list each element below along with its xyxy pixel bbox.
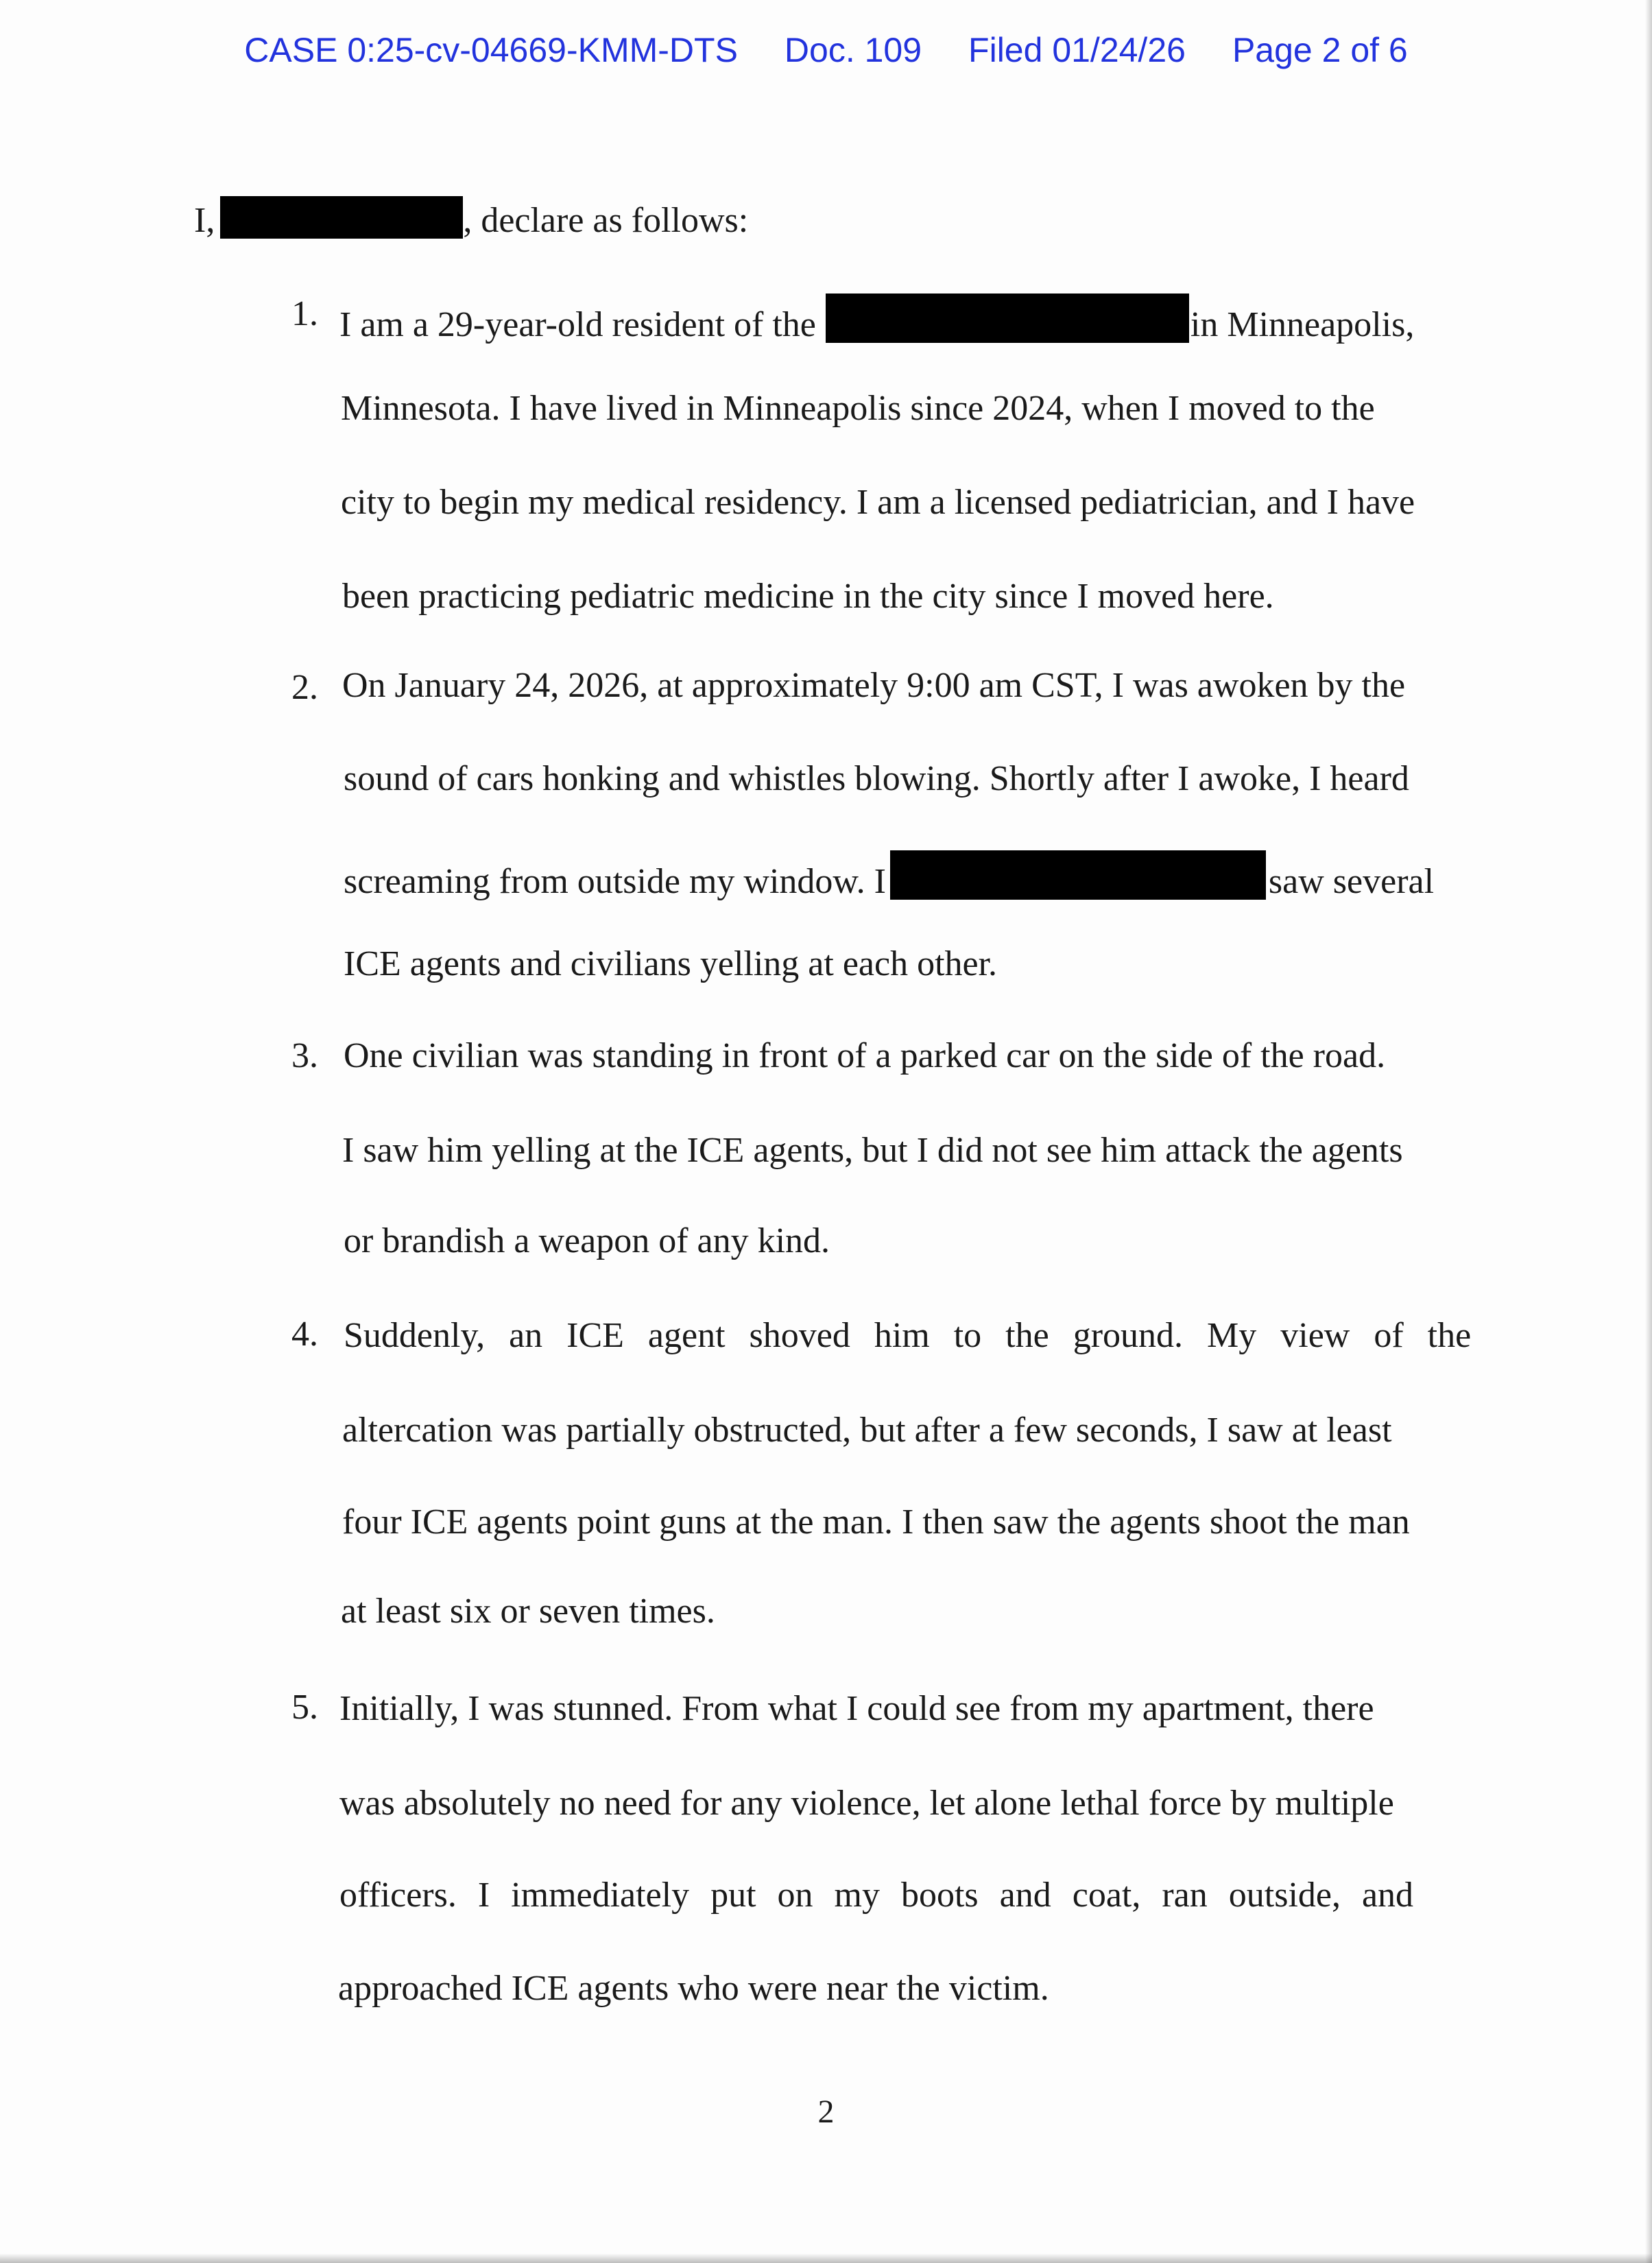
filed-date: Filed 01/24/26 [968,31,1186,69]
line-text: approached ICE agents who were near the victim. [338,1969,1049,2008]
line-text: ICE agents and civilians yelling at each other. [344,944,998,983]
paragraph-line [344,850,1434,902]
declaration-intro [194,196,748,241]
line-text: screaming from outside my window. I [344,862,886,901]
paragraph-line [342,576,1274,616]
page-indicator: Page 2 of 6 [1232,31,1408,69]
paragraph-line [341,482,1415,523]
paragraph-number: 3. [291,1036,318,1075]
line-text: sound of cars honking and whistles blowing. Shortly after I awoke, I heard [344,759,1409,798]
line-text: been practicing pediatric medicine in the city since I moved here. [342,577,1274,616]
paragraph-line [339,294,1414,345]
paragraph-line [342,1502,1410,1542]
paragraph-number: 1. [291,294,318,333]
line-text: Suddenly, an ICE agent shoved him to the ground. My view of the [344,1316,1472,1355]
paragraph-line [339,1688,1374,1729]
line-text: four ICE agents point guns at the man. I then saw the agents shoot the man [342,1502,1410,1542]
paragraph-line [342,1410,1392,1450]
line-text: at least six or seven times. [341,1592,715,1631]
paragraph-line [338,1968,1049,2009]
paragraph-line [344,1315,1471,1356]
paragraph-line [341,388,1479,429]
line-text: On January 24, 2026, at approximately 9:00 am CST, I was awoken by the [342,666,1406,705]
paragraph-line [344,758,1409,799]
line-text: Initially, I was stunned. From what I could see from my apartment, there [339,1689,1374,1728]
intro-suffix: , declare as follows: [463,201,749,240]
paragraph-line [344,1221,830,1261]
redaction-neighborhood [826,294,1189,343]
doc-number: Doc. 109 [784,31,922,69]
paragraph-line [339,1875,1413,1915]
paragraph-number: 2. [291,668,318,707]
paragraph-line [342,1130,1403,1171]
line-text: in Minneapolis, [1190,305,1415,344]
paragraph-number: 4. [291,1315,318,1354]
line-text: city to begin my medical residency. I am a licensed pediatrician, and I have [341,483,1415,522]
line-text: I saw him yelling at the ICE agents, but I did not see him attack the agents [342,1131,1403,1170]
line-text: I am a 29-year-old resident of the [339,305,816,344]
line-text: saw several [1268,862,1435,901]
redaction-declarant-name [220,196,463,239]
line-text: officers. I immediately put on my boots and coat, ran outside, and [339,1876,1414,1915]
redaction-vantage-point [890,850,1266,900]
paragraph-line [339,1783,1394,1823]
line-text: Minnesota. I have lived in Minneapolis since 2024, when I moved to the [341,389,1375,428]
case-number: CASE 0:25-cv-04669-KMM-DTS [244,31,738,69]
scan-edge-shadow [1645,0,1652,2263]
filing-header [0,30,1652,70]
intro-prefix: I, [194,201,215,240]
line-text: One civilian was standing in front of a parked car on the side of the road. [344,1036,1386,1075]
paragraph-line [344,944,997,984]
line-text: or brandish a weapon of any kind. [344,1221,830,1260]
paragraph-line [342,665,1405,706]
paragraph-line [344,1035,1385,1076]
page-number: 2 [817,2094,835,2130]
scan-bottom-shadow [0,2253,1652,2263]
line-text: altercation was partially obstructed, but after a few seconds, I saw at least [342,1411,1392,1450]
paragraph-number: 5. [291,1688,318,1727]
line-text: was absolutely no need for any violence, let alone lethal force by multiple [339,1784,1394,1823]
paragraph-line [341,1591,715,1631]
